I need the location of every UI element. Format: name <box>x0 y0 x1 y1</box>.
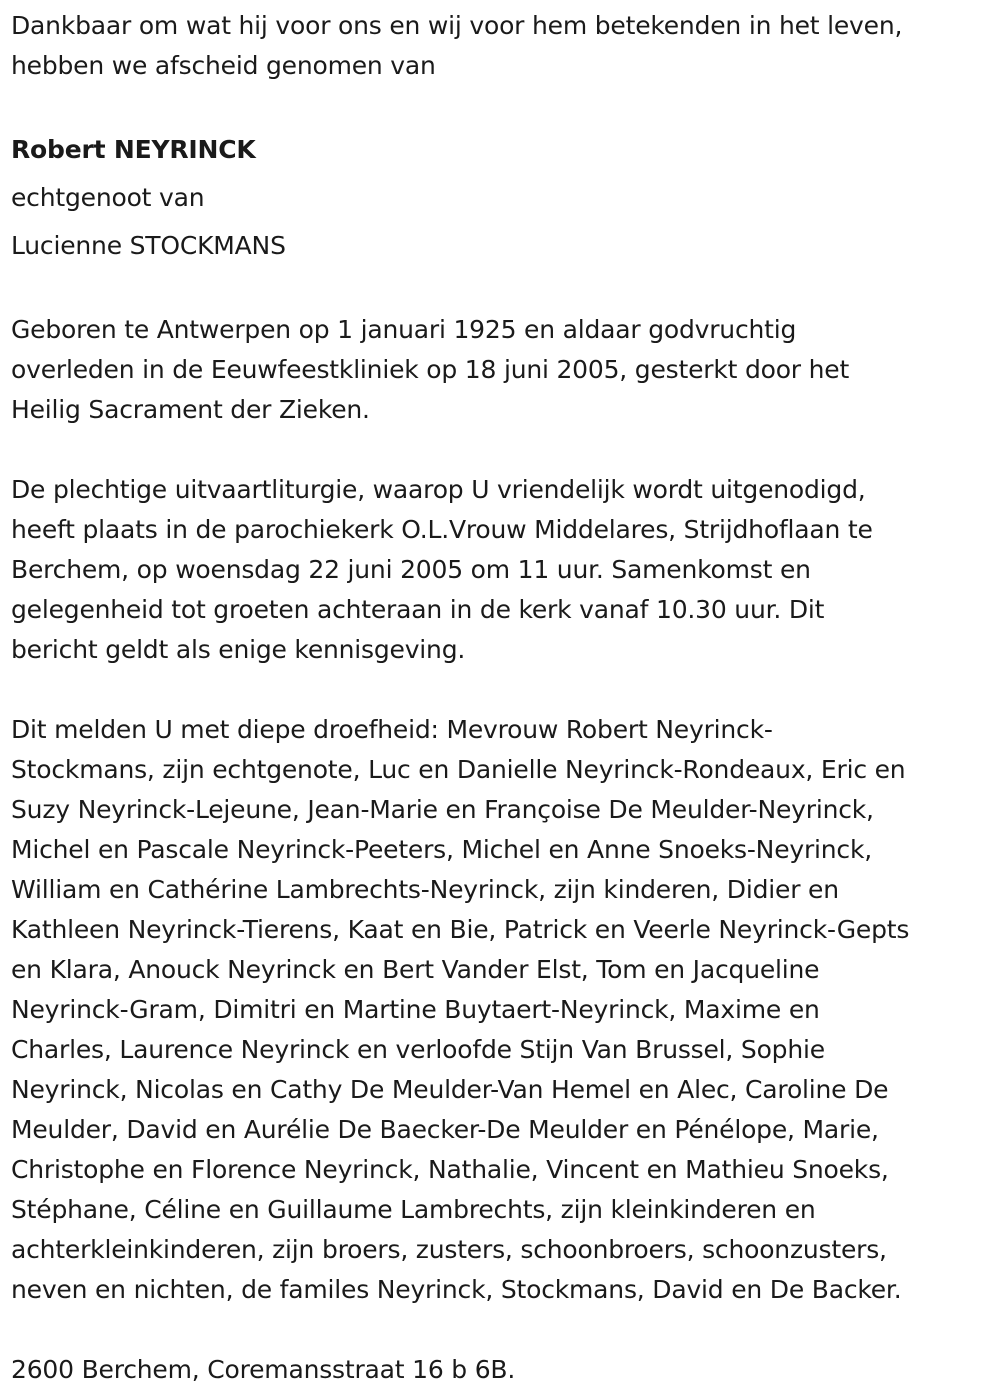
family-line: Suzy Neyrinck-Lejeune, Jean-Marie en Françoise De Meulder-Neyrinck, <box>11 795 874 824</box>
funeral-line: Berchem, op woensdag 22 juni 2005 om 11 uur. Samenkomst en <box>11 555 811 584</box>
family-line: Meulder, David en Aurélie De Baecker-De Meulder en Pénélope, Marie, <box>11 1115 879 1144</box>
funeral-line: bericht geldt als enige kennisgeving. <box>11 635 466 664</box>
address-line: 2600 Berchem, Coremansstraat 16 b 6B. <box>11 1355 516 1384</box>
intro-paragraph <box>11 6 986 86</box>
family-line: achterkleinkinderen, zijn broers, zusters, schoonbroers, schoonzusters, <box>11 1235 887 1264</box>
intro-line: Dankbaar om wat hij voor ons en wij voor hem betekenden in het leven, <box>11 11 903 40</box>
intro-line: hebben we afscheid genomen van <box>11 51 436 80</box>
funeral-line: De plechtige uitvaartliturgie, waarop U vriendelijk wordt uitgenodigd, <box>11 475 866 504</box>
birth-death-paragraph <box>11 310 986 430</box>
birth-death-line: overleden in de Eeuwfeestkliniek op 18 juni 2005, gesterkt door het <box>11 355 850 384</box>
family-paragraph <box>11 710 986 1310</box>
birth-death-line: Geboren te Antwerpen op 1 januari 1925 en aldaar godvruchtig <box>11 315 797 344</box>
family-line: Christophe en Florence Neyrinck, Nathalie, Vincent en Mathieu Snoeks, <box>11 1155 889 1184</box>
death-notice <box>11 6 986 1390</box>
family-line: Stéphane, Céline en Guillaume Lambrechts, zijn kleinkinderen en <box>11 1195 816 1224</box>
address-paragraph <box>11 1350 986 1390</box>
deceased-name: Robert NEYRINCK <box>11 135 256 164</box>
family-line: Stockmans, zijn echtgenote, Luc en Danielle Neyrinck-Rondeaux, Eric en <box>11 755 906 784</box>
family-line: en Klara, Anouck Neyrinck en Bert Vander Elst, Tom en Jacqueline <box>11 955 820 984</box>
spouse-name: Lucienne STOCKMANS <box>11 231 286 260</box>
family-line: Dit melden U met diepe droefheid: Mevrouw Robert Neyrinck- <box>11 715 773 744</box>
funeral-paragraph <box>11 470 986 670</box>
relation-text: echtgenoot van <box>11 183 205 212</box>
family-line: Michel en Pascale Neyrinck-Peeters, Michel en Anne Snoeks-Neyrinck, <box>11 835 873 864</box>
funeral-line: gelegenheid tot groeten achteraan in de kerk vanaf 10.30 uur. Dit <box>11 595 825 624</box>
family-line: Neyrinck-Gram, Dimitri en Martine Buytaert-Neyrinck, Maxime en <box>11 995 820 1024</box>
family-line: Neyrinck, Nicolas en Cathy De Meulder-Van Hemel en Alec, Caroline De <box>11 1075 889 1104</box>
family-line: Kathleen Neyrinck-Tierens, Kaat en Bie, Patrick en Veerle Neyrinck-Gepts <box>11 915 910 944</box>
family-line: Charles, Laurence Neyrinck en verloofde Stijn Van Brussel, Sophie <box>11 1035 825 1064</box>
family-line: William en Cathérine Lambrechts-Neyrinck, zijn kinderen, Didier en <box>11 875 839 904</box>
birth-death-line: Heilig Sacrament der Zieken. <box>11 395 370 424</box>
funeral-line: heeft plaats in de parochiekerk O.L.Vrouw Middelares, Strijdhoflaan te <box>11 515 873 544</box>
deceased-block <box>11 126 986 270</box>
family-line: neven en nichten, de familes Neyrinck, Stockmans, David en De Backer. <box>11 1275 902 1304</box>
